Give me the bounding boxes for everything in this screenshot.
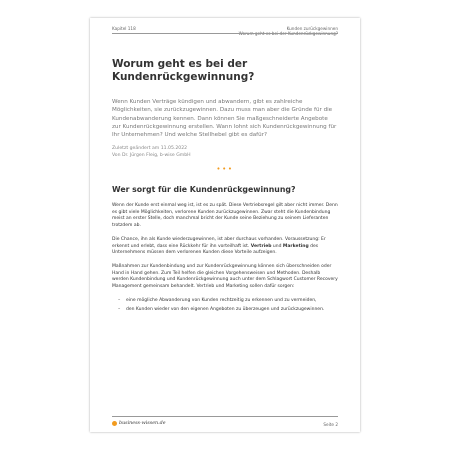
header-breadcrumb (239, 26, 338, 37)
paragraph-2 (112, 237, 338, 256)
footer-logo (112, 421, 166, 426)
bold-vertrieb: Vertrieb (250, 243, 272, 249)
document-page (90, 18, 360, 432)
author-line: Von Dr. Jürgen Fleig, b-wise GmbH (112, 153, 191, 159)
article-title: Worum geht es bei der Kundenrückgewinnung? (112, 58, 255, 83)
paragraph-2-connector: und (271, 243, 283, 249)
list-item-text: den Kunden wieder von den eigenen Angeboten zu überzeugen und zurückzugewinnen. (126, 307, 325, 313)
section-separator: ••• (216, 165, 234, 174)
header-subsection: Worum geht es bei der Kundenrückgewinnung? (238, 31, 338, 37)
paragraph-3: Maßnahmen zur Kundenbindung und zur Kundenrückgewinnung können sich überschneiden oder Hand in Hand gehen. Zum Teil helfen die gleichen Vorgehensweisen und Methoden. Deshalb werden Kundenbindung und Kundenrückgewinnung auch unter dem Schlagwort Customer Recovery Management gemeinsam behandelt. Vertrieb und Marketing sollen dafür sorgen: (112, 264, 338, 289)
bullet-dash: – (118, 297, 121, 303)
header-chapter: Kapitel 118 (112, 26, 136, 31)
section-heading: Wer sorgt für die Kundenrückgewinnung? (112, 185, 296, 195)
list-item (118, 297, 338, 304)
paragraph-2-text-a: Die Chance, ihn als Kunde wiederzugewinnen, ist aber durchaus vorhanden. Voraussetzung: Er erkennt und erlebt, dass eine Rückkehr für ihn vorteilhaft ist. (112, 237, 326, 249)
article-lead: Wenn Kunden Verträge kündigen und abwandern, gibt es zahlreiche Möglichkeiten, sie zurückzugewinnen. Dazu muss man aber die Gründe für die Kundenabwanderung kennen. Dann können Sie maßgeschneiderte Angebote zur Kundenrückgewinnung erstellen. Wann lohnt sich Kundenrückgewinnung für Ihr Unternehmen? Und welche Stellhebel gibt es dafür? (112, 99, 337, 139)
bullet-dash: – (118, 307, 121, 313)
article-meta (112, 145, 338, 159)
bullet-list (112, 298, 338, 314)
logo-text: business-wissen.de (119, 421, 166, 426)
last-changed: Zuletzt geändert am 11.05.2022 (112, 146, 188, 152)
footer-divider (112, 416, 338, 417)
page-number: Seite 2 (323, 422, 338, 427)
paragraph-2-text-b: des Unternehmens müssen dem verlorenen Kunden diese Vorteile aufzeigen. (112, 243, 319, 255)
paragraph-1: Wenn der Kunde erst einmal weg ist, ist es zu spät. Diese Vertriebsregel gilt aber nicht immer. Denn es gibt viele Möglichkeiten, verlorene Kunden zurückzugewinnen. Zwar steht die Kundenbindung meist an erster Stelle, doch manchmal bricht der Kunde seine Beziehung zu seinem Lieferanten trotzdem ab. (112, 203, 338, 228)
list-item (118, 307, 338, 313)
logo-dot-icon (112, 421, 117, 426)
article-content (112, 58, 338, 317)
bold-marketing: Marketing (282, 243, 309, 249)
header-section: Kunden zurückgewinnen (286, 26, 338, 31)
list-item-text: eine mögliche Abwanderung von Kunden rechtzeitig zu erkennen und zu vermeiden, (126, 297, 317, 303)
